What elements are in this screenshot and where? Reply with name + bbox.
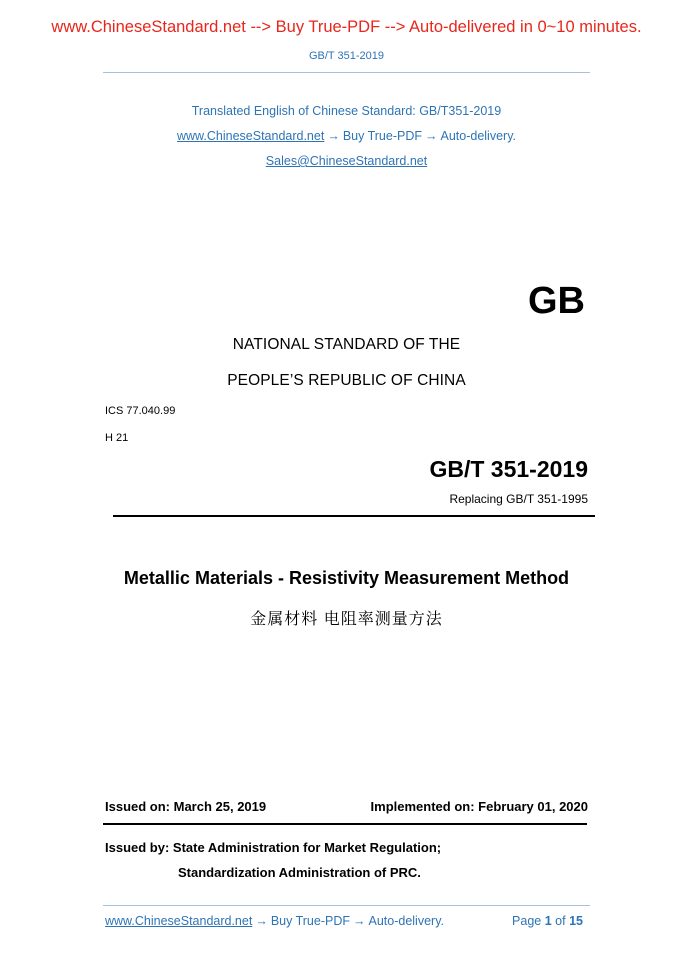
translation-buy-line xyxy=(0,124,693,149)
translation-notice xyxy=(0,99,693,174)
title-cn: 金属材料 电阻率测量方法 xyxy=(250,611,443,628)
ccs-code: H 21 xyxy=(105,432,129,444)
auto-delivery-text: Auto-delivery. xyxy=(440,129,516,143)
issued-by-line-1: Issued by: State Administration for Market Regulation; xyxy=(105,840,442,855)
issued-by-line-2: Standardization Administration of PRC. xyxy=(178,865,421,880)
footer-site-link[interactable]: www.ChineseStandard.net xyxy=(105,914,253,928)
footer-divider xyxy=(103,905,590,906)
national-standard-line-1: NATIONAL STANDARD OF THE xyxy=(232,336,461,353)
page-label: Page xyxy=(512,914,542,928)
of-label: of xyxy=(555,914,566,928)
arrow-icon: → xyxy=(353,914,366,928)
national-standard-line-2: PEOPLE’S REPUBLIC OF CHINA xyxy=(227,372,466,389)
page-total: 15 xyxy=(569,914,583,928)
buy-text: Buy True-PDF xyxy=(342,129,422,143)
code-divider xyxy=(113,515,595,517)
issued-on: Issued on: March 25, 2019 xyxy=(105,799,267,814)
replacing-note: Replacing GB/T 351-1995 xyxy=(449,492,588,506)
header-divider xyxy=(103,72,590,73)
page-indicator xyxy=(512,914,583,928)
running-header-code: GB/T 351-2019 xyxy=(308,50,384,62)
footer-buy-text: Buy True-PDF xyxy=(270,914,350,928)
gb-mark: GB xyxy=(528,280,585,322)
implemented-on: Implemented on: February 01, 2020 xyxy=(370,799,588,814)
arrow-icon: → xyxy=(327,129,340,143)
ics-code: ICS 77.040.99 xyxy=(105,405,176,417)
page-current: 1 xyxy=(544,914,552,928)
site-link[interactable]: www.ChineseStandard.net xyxy=(177,129,325,143)
dates-divider xyxy=(103,823,587,825)
promo-banner[interactable]: www.ChineseStandard.net --> Buy True-PDF --> Auto-delivered in 0~10 minutes. xyxy=(51,18,642,36)
email-link[interactable]: Sales@ChineseStandard.net xyxy=(265,154,428,168)
footer-links xyxy=(105,914,444,928)
footer-auto-text: Auto-delivery. xyxy=(368,914,444,928)
arrow-icon: → xyxy=(255,914,268,928)
arrow-icon: → xyxy=(425,129,438,143)
email-line xyxy=(0,149,693,174)
standard-code: GB/T 351-2019 xyxy=(429,456,588,482)
title-en: Metallic Materials - Resistivity Measurement Method xyxy=(123,568,570,588)
translation-line: Translated English of Chinese Standard: GB/T351-2019 xyxy=(191,104,502,118)
